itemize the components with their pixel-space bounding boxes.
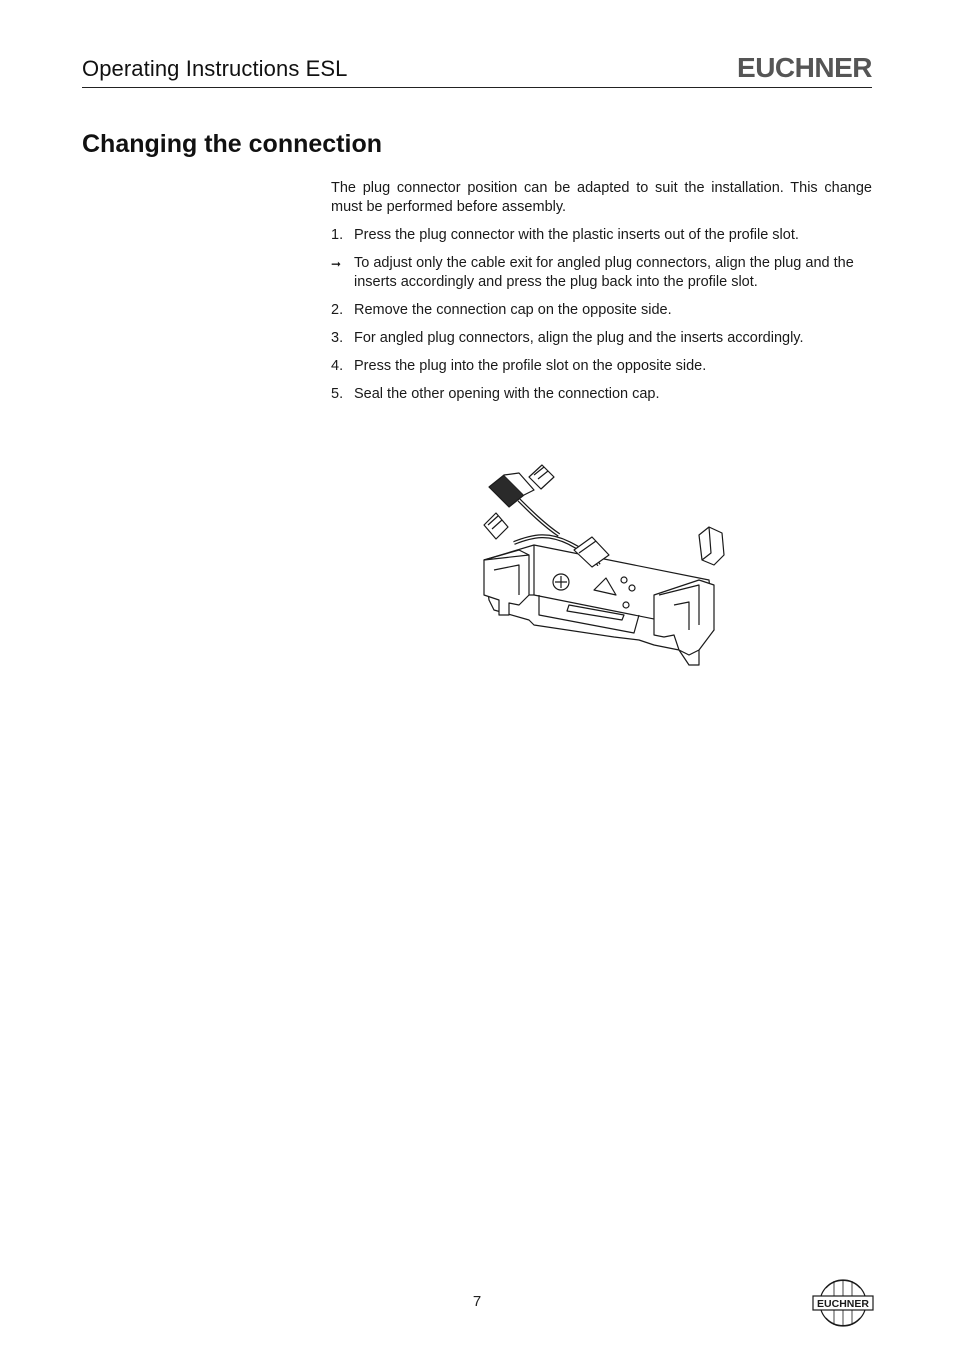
result-note — [331, 254, 872, 292]
step-text: Remove the connection cap on the opposite side. — [354, 302, 672, 318]
step-2 — [331, 301, 872, 320]
footer-logo-text: EUCHNER — [817, 1298, 869, 1310]
header-divider — [82, 87, 872, 88]
instructions-body — [331, 179, 872, 413]
step-text: Press the plug connector with the plastic inserts out of the profile slot. — [354, 227, 799, 243]
page-number: 7 — [472, 1293, 482, 1310]
step-5 — [331, 385, 872, 404]
step-text: For angled plug connectors, align the plug and the inserts accordingly. — [354, 330, 804, 346]
plug-connector-illustration — [474, 455, 729, 670]
step-number: 5. — [331, 386, 344, 402]
step-text: Seal the other opening with the connection cap. — [354, 386, 660, 402]
step-number: 1. — [331, 227, 344, 243]
step-number: 4. — [331, 358, 344, 374]
step-number: 3. — [331, 330, 344, 346]
footer-brand-logo — [812, 1278, 874, 1328]
step-text: To adjust only the cable exit for angled plug connectors, align the plug and the inserts accordingly and press the plug back into the profile slot. — [354, 255, 854, 290]
step-4 — [331, 357, 872, 376]
intro-paragraph: The plug connector position can be adapted to suit the installation. This change must be performed before assembly. — [331, 180, 872, 215]
step-text: Press the plug into the profile slot on the opposite side. — [354, 358, 707, 374]
step-3 — [331, 329, 872, 348]
section-heading: Changing the connection — [82, 130, 382, 158]
brand-logo: EUCHNER — [737, 52, 872, 83]
arrow-right-icon: ➞ — [331, 257, 342, 271]
document-title: Operating Instructions ESL — [82, 56, 348, 81]
step-1 — [331, 226, 872, 245]
step-number: 2. — [331, 302, 344, 318]
